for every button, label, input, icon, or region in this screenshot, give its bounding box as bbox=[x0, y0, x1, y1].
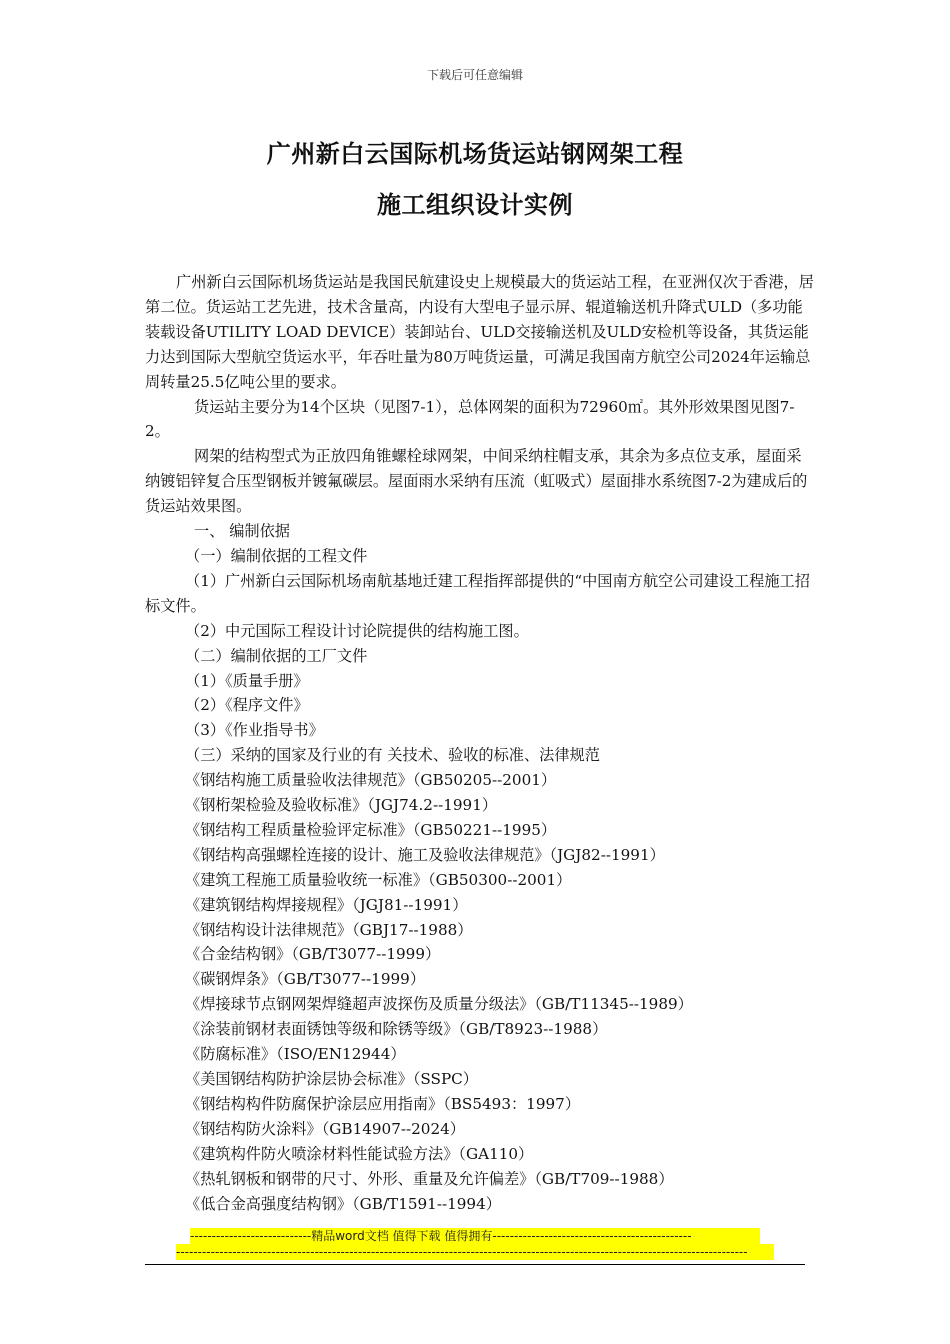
section-heading: 一、 编制依据 bbox=[194, 522, 290, 541]
standard-item: 《热轧钢板和钢带的尺寸、外形、重量及允许偏差》（GB/T709--1988） bbox=[185, 1169, 674, 1188]
standard-item: 《钢结构高强螺栓连接的设计、施工及验收法律规范》（JGJ82--1991） bbox=[185, 845, 665, 864]
standard-item: 《钢结构构件防腐保护涂层应用指南》（BS5493：1997） bbox=[185, 1094, 581, 1113]
standard-item: 《防腐标准》（ISO/EN12944） bbox=[185, 1045, 406, 1064]
standard-item: 《钢结构防火涂料》（GB14907--2024） bbox=[185, 1119, 465, 1138]
footer-divider bbox=[145, 1264, 805, 1265]
subsection-heading: （三）采纳的国家及行业的有 关技术、验收的标准、法律规范 bbox=[185, 746, 600, 765]
page-header-note: 下载后可任意编辑 bbox=[426, 68, 523, 82]
basis-item: （1）广州新白云国际机场南航基地迁建工程指挥部提供的“中国南方航空公司建设工程施工招标文件。 bbox=[145, 571, 810, 615]
standard-item: 《建筑工程施工质量验收统一标准》（GB50300--2001） bbox=[185, 870, 572, 889]
standard-item: 《焊接球节点钢网架焊缝超声波探伤及质量分级法》（GB/T11345--1989） bbox=[185, 995, 693, 1014]
standard-item: 《建筑构件防火喷涂材料性能试验方法》（GA110） bbox=[185, 1144, 534, 1163]
basis-item: （2）中元国际工程设计讨论院提供的结构施工图。 bbox=[185, 621, 529, 640]
factory-doc-item: （3）《作业指导书》 bbox=[185, 721, 324, 740]
standard-item: 《钢桁架检验及验收标准》（JGJ74.2--1991） bbox=[185, 796, 498, 815]
standard-item: 《钢结构设计法律规范》（GBJ17--1988） bbox=[185, 920, 473, 939]
subsection-heading: （一）编制依据的工程文件 bbox=[185, 546, 368, 565]
structure-paragraph: 网架的结构型式为正放四角锥螺栓球网架，中间采纳柱帽支承，其余为多点位支承，屋面采纳镀铝锌复合压型钢板并镀氟碳层。屋面雨水采纳有压流（虹吸式）屋面排水系统图7-2为建成后的货运站效果图。 bbox=[145, 447, 808, 516]
footer-promo-banner bbox=[176, 1228, 774, 1260]
standard-item: 《钢结构工程质量检验评定标准》（GB50221--1995） bbox=[185, 820, 557, 839]
blocks-paragraph: 货运站主要分为14个区块（见图7-1），总体网架的面积为72960㎡。其外形效果图见图7-2。 bbox=[145, 397, 795, 441]
standard-item: 《合金结构钢》（GB/T3077--1999） bbox=[185, 945, 441, 964]
subsection-heading: （二）编制依据的工厂文件 bbox=[185, 646, 368, 665]
footer-promo-line-2: ------------------------------------------------------------------------------------------------------------------------------------ bbox=[176, 1244, 774, 1260]
standard-item: 《低合金高强度结构钢》（GB/T1591--1994） bbox=[185, 1194, 501, 1213]
document-body bbox=[145, 270, 815, 1216]
standard-item: 《涂装前钢材表面锈蚀等级和除锈等级》（GB/T8923--1988） bbox=[185, 1020, 608, 1039]
standard-item: 《钢结构施工质量验收法律规范》（GB50205--2001） bbox=[185, 771, 557, 790]
factory-doc-item: （2）《程序文件》 bbox=[185, 696, 309, 715]
factory-doc-item: （1）《质量手册》 bbox=[185, 671, 309, 690]
standard-item: 《建筑钢结构焊接规程》（JGJ81--1991） bbox=[185, 895, 468, 914]
document-title-line-1: 广州新白云国际机场货运站钢网架工程 bbox=[266, 139, 684, 168]
standard-item: 《美国钢结构防护涂层协会标准》（SSPC） bbox=[185, 1070, 478, 1088]
standard-item: 《碳钢焊条》（GB/T3077--1999） bbox=[185, 970, 426, 989]
intro-paragraph: 广州新白云国际机场货运站是我国民航建设史上规模最大的货运站工程，在亚洲仅次于香港，居第二位。货运站工艺先进，技术含量高，内设有大型电子显示屏、辊道输送机升降式ULD（多功能装载设备UTILITY LOAD DEVICE）装卸站台、ULD交接输送机及ULD安检机等设备，其货运能力达到国际大型航空货运水平，年吞吐量为80万吨货运量，可满足我国南方航空公司2024年运输总周转量25.5亿吨公里的要求。 bbox=[145, 273, 814, 391]
document-title-line-2: 施工组织设计实例 bbox=[377, 190, 573, 219]
footer-promo-line-1: ----------------------------精品word文档 值得下载 值得拥有---------------------------------------------- bbox=[190, 1228, 760, 1244]
